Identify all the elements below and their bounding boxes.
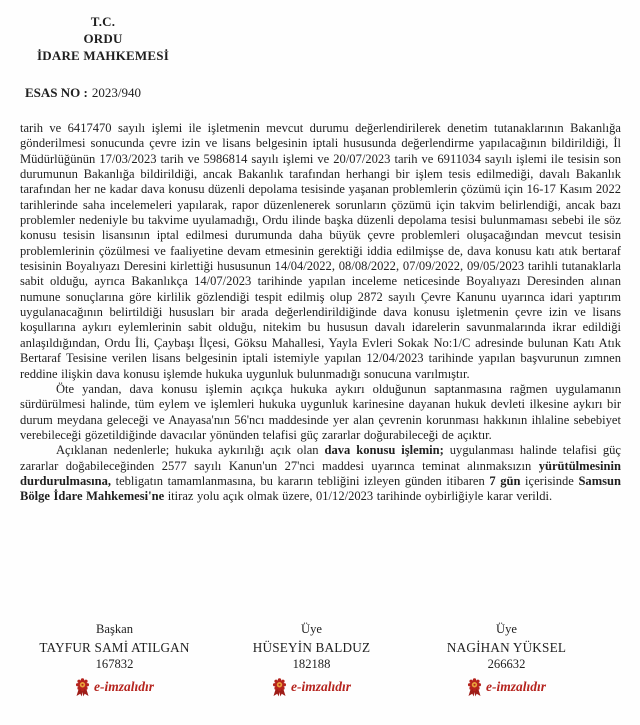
signer-role: Üye xyxy=(301,622,322,636)
signer-name: TAYFUR SAMİ ATILGAN xyxy=(39,639,190,655)
e-signature-badge xyxy=(12,677,217,697)
decision-body xyxy=(20,121,621,505)
case-number-label: ESAS NO : xyxy=(25,85,88,100)
body-paragraph-findings: tarih ve 6417470 sayılı işlemi ile işletmenin mevcut durumu değerlendirilerek denetim tutanaklarının Bakanlığa gönderilmesi sonucunda çevre izin ve lisans belgesinin iptali hususunda değerlendirme yapılacağının bildirildiği, İl Müdürlüğünün 17/03/2023 tarih ve 5986814 sayılı işlemi ve 20/07/2023 tarih ve 6911034 sayılı işlemi ile tesisin son durumunun Bakanlığa bildirildiği, ancak Bakanlık tarafından herhangi bir işlem tesis edilmediği, davalı Bakanlık tarafından her ne kadar dava konusu düzenli depolama tesisinde yaşanan problemlerin çözümü için 16-17 Kasım 2022 tarihlerinde saha incelemeleri yapılarak, rapor düzenlenerek sorunların çözümü için takvim belirlendiği, ancak bazı problemler nedeniyle bu takvime uyulamadığı, Ordu ilinde başka düzenli depolama tesisi bulunmaması sebebi ile söz konusu tesisin lisansının iptal edilmesi durumunda daha büyük çevre problemleri oluşacağından mevcut tesisin problemlerinin çözülmesi ve faaliyetine devam etmesinin gerektiği iddia edilmişse de, dava konusu katı atık bertaraf tesisinin Boyalıyazı Deresini kirlettiği hususunun 14/04/2022, 08/08/2022, 07/09/2022, 09/05/2023 tarihli tutanaklarla sabit olduğu, ayrıca Bakanlıkça 14/07/2023 tarihinde yapılan inceleme neticesinde Boyalıyazı Deresinden alınan numune sonuçlarına göre kirlilik gözlendiği tespit edilmiş olup 2872 sayılı Çevre Kanunu uyarınca idari yaptırım uygulanacağının belirtildiği hususları bir arada değerlendirildiğinde dava konusu işletmenin çevre izin ve lisans koşullarına aykırı eylemlerinin sabit olduğu, nitekim bu hususun davalı idarelerin savunmalarında ikrar edildiği anlaşıldığından, Ordu İli, Çaybaşı İlçesi, Göksu Mahallesi, Yayla Evleri Sokak No:1/C adresinde bulunan Katı Atık Bertaraf Tesisine verilen lisans belgesinin iptali istemiyle yapılan 12/04/2023 tarihinde yapılan başvurunun zımnen reddine ilişkin dava konusu işlemde hukuka uygunluk bulunmadığı sonucuna varılmıştır. xyxy=(20,121,621,381)
e-signature-seal-icon xyxy=(272,677,287,697)
signer-name: HÜSEYİN BALDUZ xyxy=(252,639,371,655)
e-signature-seal-icon xyxy=(75,677,90,697)
signature-member-2 xyxy=(404,621,609,697)
signer-registry-number: 266632 xyxy=(487,657,526,672)
e-signature-label: e-imzalıdır xyxy=(486,679,546,695)
header-court-name: İDARE MAHKEMESİ xyxy=(37,48,169,63)
e-signature-seal-icon xyxy=(467,677,482,697)
signature-president xyxy=(12,621,217,697)
e-signature-badge xyxy=(404,677,609,697)
signer-name: NAGİHAN YÜKSEL xyxy=(446,639,567,655)
header-tc: T.C. xyxy=(90,14,116,29)
court-header xyxy=(0,13,206,64)
case-number-value: 2023/940 xyxy=(91,85,141,100)
body-paragraph-ruling: Açıklanan nedenlerle; hukuka aykırılığı açık olan dava konusu işlemin; uygulanması halinde telafisi güç zararlar doğabileceğinden 2577 sayılı Kanun'un 27'nci maddesi uyarınca teminat alınmaksızın yürütülmesinin durdurulmasına, tebligatın tamamlanmasına, bu kararın tebliğini izleyen günden itibaren 7 gün içerisinde Samsun Bölge İdare Mahkemesi'ne itiraz yolu açık olmak üzere, 01/12/2023 tarihinde oybirliğiyle karar verildi. xyxy=(20,443,621,504)
header-city: ORDU xyxy=(83,31,123,46)
e-signature-label: e-imzalıdır xyxy=(94,679,154,695)
signer-role: Başkan xyxy=(95,622,134,636)
e-signature-badge xyxy=(209,677,414,697)
e-signature-label: e-imzalıdır xyxy=(291,679,351,695)
case-number-line xyxy=(25,85,141,101)
body-paragraph-irreparable-harm: Öte yandan, dava konusu işlemin açıkça hukuka aykırı olduğunun saptanmasına rağmen uygulamanın sürdürülmesi halinde, tüm eylem ve işlemleri hukuka uygunluk karinesine dayanan hukuk devleti ilkesine aykırı bir durum meydana geleceği ve Anayasa'nın 56'ncı maddesinde yer alan çevrenin korunması hakkının ihlaline sebebiyet verebileceği gözetildiğinde davacılar yönünden telafisi güç zararlar doğurabileceği de açıktır. xyxy=(20,381,621,442)
signer-registry-number: 182188 xyxy=(292,657,331,672)
signature-block xyxy=(0,621,640,711)
signer-registry-number: 167832 xyxy=(95,657,134,672)
signature-member-1 xyxy=(209,621,414,697)
signer-role: Üye xyxy=(496,622,517,636)
